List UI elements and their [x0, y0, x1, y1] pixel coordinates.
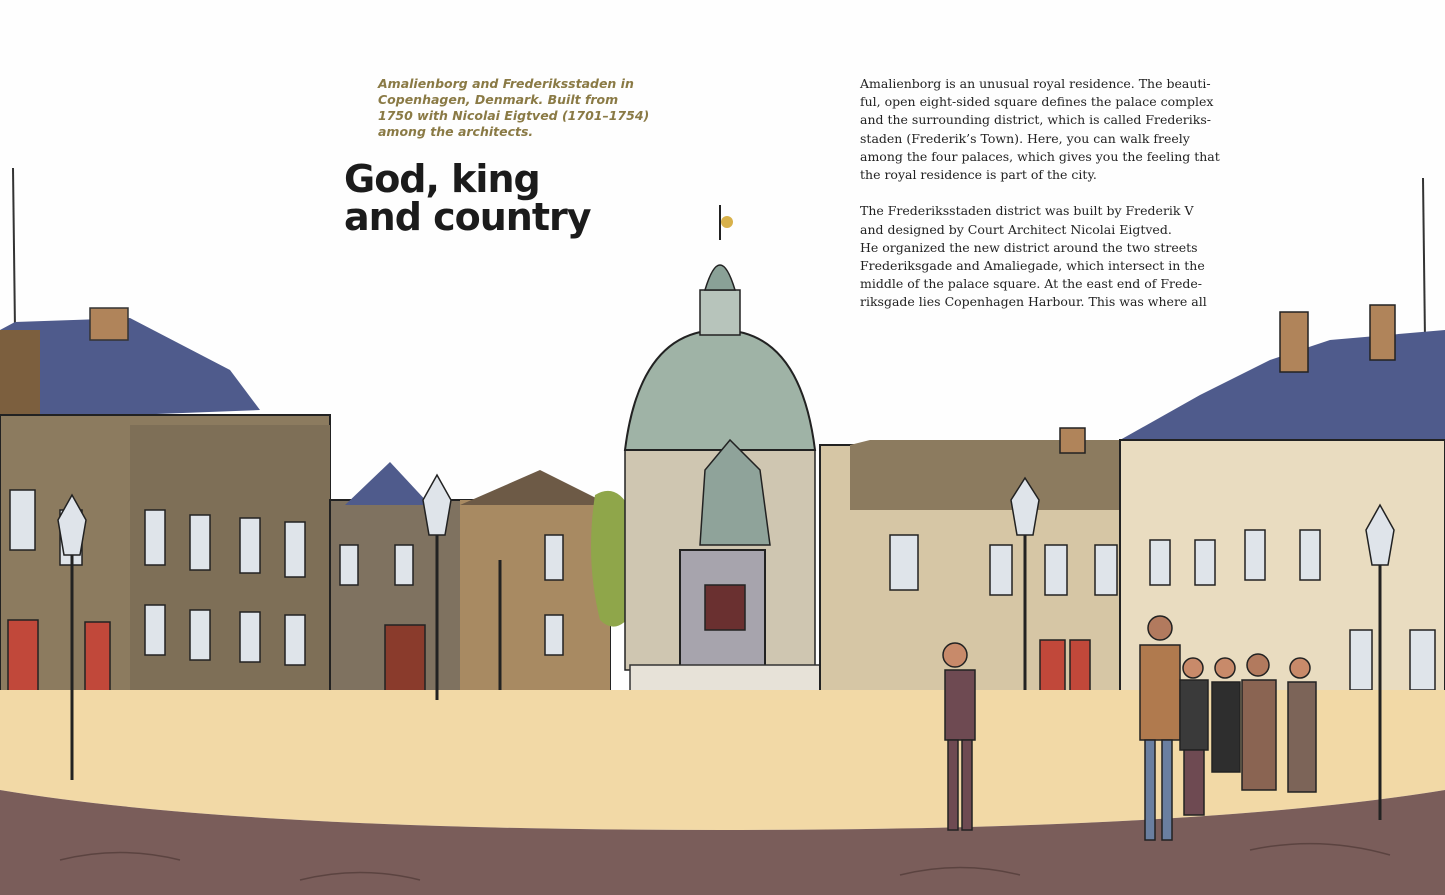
- left-palace-chimney: [90, 308, 128, 340]
- body-line: middle of the palace square. At the east end of Frede-: [860, 276, 1203, 292]
- body-line: among the four palaces, which gives you the feeling that: [860, 148, 1220, 164]
- body-line: and the surrounding district, which is called Frederiks-: [860, 112, 1211, 128]
- paragraph-gap: [860, 184, 1210, 202]
- body-line: The Frederiksstaden district was built by Frederik V: [860, 203, 1194, 219]
- body-line: staden (Frederik’s Town). Here, you can walk freely: [860, 130, 1190, 146]
- chapter-title: [344, 157, 591, 239]
- caption-line: 1750 with Nicolai Eigtved (1701–1754): [378, 108, 650, 123]
- body-line: and designed by Court Architect Nicolai Eigtved.: [860, 221, 1172, 237]
- caption-line: among the architects.: [378, 124, 534, 139]
- body-line: the royal residence is part of the city.: [860, 167, 1097, 183]
- title-line: God, king: [344, 157, 540, 201]
- body-line: Frederiksgade and Amaliegade, which intersect in the: [860, 258, 1205, 274]
- figure-caption: [378, 76, 650, 140]
- caption-line: Copenhagen, Denmark. Built from: [378, 92, 619, 107]
- body-line: riksgade lies Copenhagen Harbour. This was where all: [860, 294, 1207, 310]
- church-dome: [625, 330, 815, 450]
- caption-line: Amalienborg and Frederiksstaden in: [378, 76, 634, 91]
- title-line: and country: [344, 195, 591, 239]
- body-text: [860, 75, 1220, 312]
- body-line: He organized the new district around the two streets: [860, 239, 1198, 255]
- star-ornament: [721, 216, 733, 228]
- body-line: Amalienborg is an unusual royal residence. The beauti-: [860, 76, 1211, 91]
- body-line: ful, open eight-sided square defines the palace complex: [860, 94, 1214, 110]
